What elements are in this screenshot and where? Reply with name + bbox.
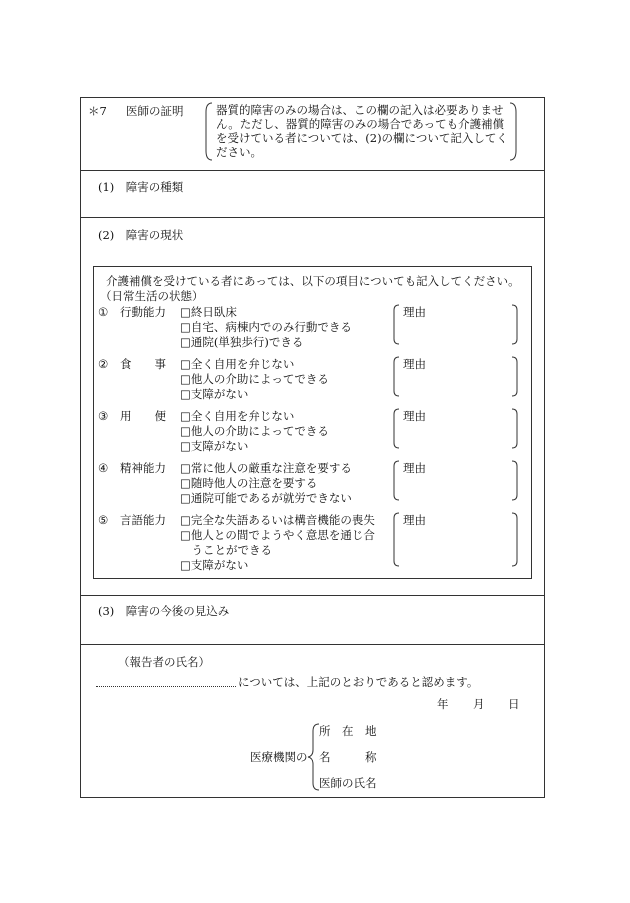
row5-opt4: □支障がない — [180, 558, 249, 572]
row3-opt3: □支障がない — [180, 439, 249, 453]
row2-opt1: □全く自用を弁じない — [180, 357, 295, 371]
reporter-name-label: （報告者の氏名） — [118, 655, 210, 669]
row5-opt2: □他人との間でようやく意思を通じ合 — [180, 528, 375, 542]
row4-opt1: □常に他人の厳重な注意を要する — [180, 461, 352, 475]
row5-name: 言語能力 — [120, 513, 166, 527]
row4-opt3: □通院可能であるが就労できない — [180, 491, 352, 505]
date-year: 年 — [437, 697, 449, 711]
item2-label: (2) 障害の現状 — [98, 228, 184, 242]
institution-prefix: 医療機関の — [250, 750, 308, 764]
reporter-statement: については、上記のとおりであると認めます。 — [238, 675, 479, 689]
row1-name: 行動能力 — [120, 305, 166, 319]
row2-name: 食 事 — [120, 357, 166, 371]
row4-name: 精神能力 — [120, 461, 166, 475]
row1-opt3: □通院(単独歩行)できる — [180, 335, 304, 349]
row5-opt3: うことができる — [180, 543, 272, 557]
row4-opt2: □随時他人の注意を要する — [180, 476, 318, 490]
institution-address: 所 在 地 — [319, 724, 377, 738]
row4-num: ④ — [98, 461, 109, 475]
row3-reason-label: 理由 — [403, 409, 426, 423]
row3-opt1: □全く自用を弁じない — [180, 409, 295, 423]
row2-num: ② — [98, 357, 109, 371]
section-title: 医師の証明 — [126, 104, 184, 118]
item1-label: (1) 障害の種類 — [98, 180, 184, 194]
box-intro: 介護補償を受けている者にあっては、以下の項目についても記入してください。 — [106, 274, 520, 288]
row5-reason-label: 理由 — [403, 513, 426, 527]
row2-reason-label: 理由 — [403, 357, 426, 371]
date-day: 日 — [508, 697, 520, 711]
row3-num: ③ — [98, 409, 109, 423]
row1-num: ① — [98, 305, 109, 319]
row2-opt2: □他人の介助によってできる — [180, 372, 329, 386]
institution-name: 名 称 — [319, 750, 377, 764]
row5-num: ⑤ — [98, 513, 109, 527]
row1-opt2: □自宅、病棟内でのみ行動できる — [180, 320, 352, 334]
institution-doctor: 医師の氏名 — [319, 776, 377, 790]
box-sub: （日常生活の状態） — [100, 289, 204, 303]
row1-reason-label: 理由 — [403, 305, 426, 319]
row2-opt3: □支障がない — [180, 387, 249, 401]
row3-name: 用 便 — [120, 409, 166, 423]
date-month: 月 — [473, 697, 485, 711]
row5-opt1: □完全な失語あるいは構音機能の喪失 — [180, 513, 375, 527]
section-mark: ＊7 — [88, 104, 107, 118]
section-note: 器質的障害のみの場合は、この欄の記入は必要ありません。ただし、器質的障害のみの場合であっても介護補償を受けている者については、(2)の欄について記入してください。 — [216, 103, 508, 159]
item3-label: (3) 障害の今後の見込み — [98, 604, 230, 618]
row4-reason-label: 理由 — [403, 461, 426, 475]
row1-opt1: □終日臥床 — [180, 305, 237, 319]
row3-opt2: □他人の介助によってできる — [180, 424, 329, 438]
